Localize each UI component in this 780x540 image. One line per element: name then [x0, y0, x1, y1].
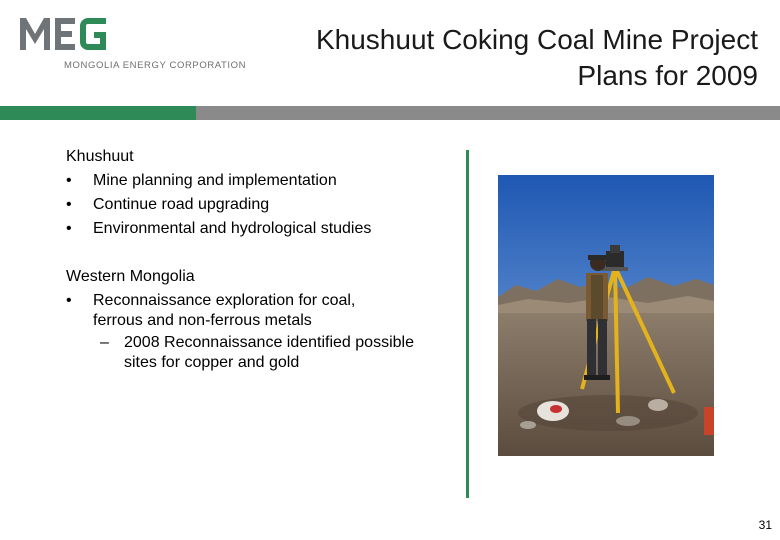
page-number: 31	[758, 518, 772, 532]
vertical-divider	[466, 150, 469, 498]
khushuut-bullet-list	[66, 169, 456, 241]
bullet-glyph: •	[66, 220, 72, 237]
title-line-1: Khushuut Coking Coal Mine Project	[315, 24, 758, 55]
surveyor-photo-illustration	[498, 175, 714, 456]
list-item	[66, 193, 456, 217]
bullet-text: Continue road upgrading	[93, 196, 270, 213]
slide-content	[66, 145, 456, 373]
logo-subtitle: MONGOLIA ENERGY CORPORATION	[64, 60, 247, 71]
header-bar-green	[0, 106, 196, 120]
header-bar-gray	[196, 106, 780, 120]
bullet-text: Environmental and hydrological studies	[93, 220, 372, 237]
bullet-glyph: •	[66, 196, 72, 213]
sub-bullet	[66, 333, 424, 373]
section-heading-khushuut: Khushuut	[66, 148, 134, 165]
sub-bullet-text: 2008 Reconnaissance identified possible sites for copper and gold	[124, 334, 414, 371]
title-line-2: Plans for 2009	[577, 60, 758, 91]
bullet-glyph: •	[66, 172, 72, 189]
bullet-glyph: •	[66, 292, 72, 309]
bullet-text: Mine planning and implementation	[93, 172, 337, 189]
bullet-text: Reconnaissance exploration for coal, ferrous and non-ferrous metals	[93, 292, 356, 329]
company-logo	[18, 14, 248, 76]
meg-logo-mark	[18, 14, 114, 54]
surveyor-photo	[498, 175, 714, 456]
list-item	[66, 289, 393, 331]
slide-title	[316, 22, 758, 94]
western-mongolia-bullet-list	[66, 289, 456, 331]
list-item	[66, 169, 456, 193]
section-heading-western-mongolia: Western Mongolia	[66, 268, 195, 285]
list-item	[66, 217, 456, 241]
dash-glyph: –	[100, 334, 109, 351]
